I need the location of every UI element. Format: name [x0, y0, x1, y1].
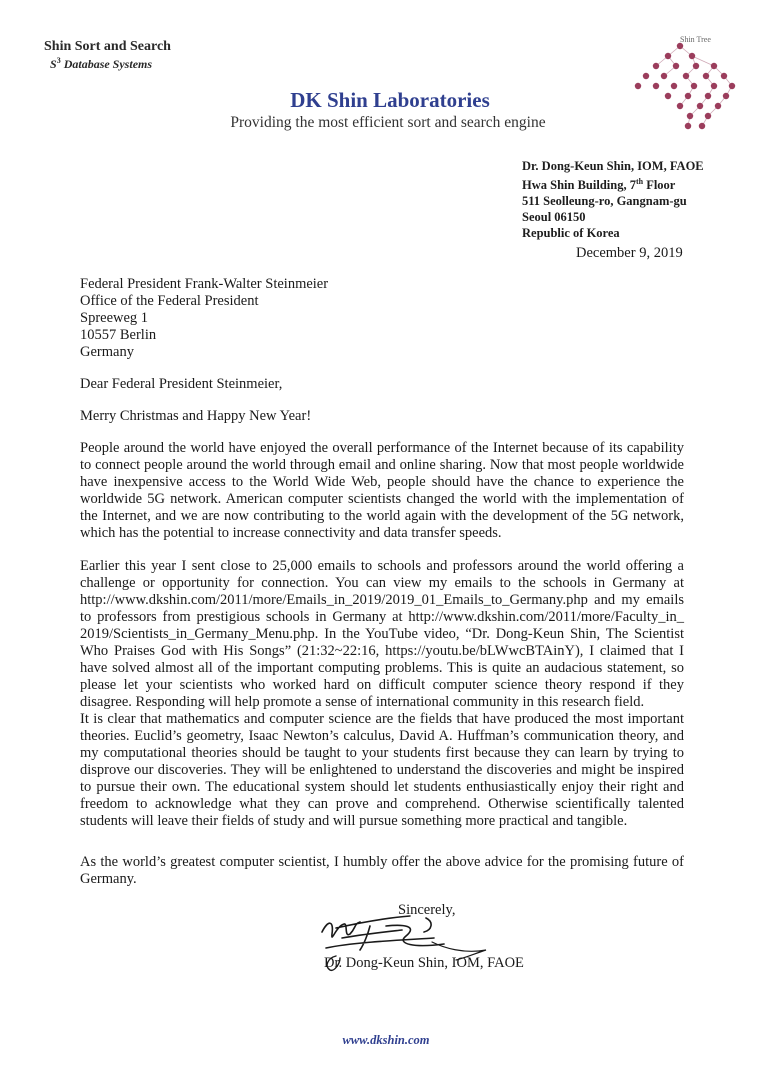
logo-node — [705, 93, 711, 99]
greeting: Merry Christmas and Happy New Year! — [80, 408, 312, 424]
recipient-line: Office of the Federal President — [80, 293, 259, 309]
paragraph-text: Earlier this year I sent close to 25,000 emails to schools and professors around the world offering a challenge or opportunity for connection. You can view my emails to the schools in Germany at http://www.dkshin.com/2011/more/Emails_in_2019/2019_01_Emails_to_Germany.php and my emails to professors from prestigious schools in Germany at http://www.dkshin.com/2011/more/Faculty_in_ 2019/Scientists_in_Germany_Menu.php. In the YouTube video, “Dr. Dong-Keun Shin, The Scientist Who Praises God with His Songs” (21:32~22:16, https://youtu.be/bLWwcBTAinY), I claimed that I have solved almost all of the important computing problems. This is quite an audacious statement, so please let your scientists who worked hard on difficult computer science theory respond if they disagree. Responding will help promote a sense of international community in this research field. — [80, 558, 684, 710]
recipient-line: Federal President Frank-Walter Steinmeier — [80, 276, 329, 292]
brand-sub-rest: Database Systems — [60, 57, 153, 71]
paragraph-text: People around the world have enjoyed the overall performance of the Internet because of its capability to connect people around the world through email and online sharing. Now that most people worldwide have inexpensive access to the World Wide Web, people should have the chance to experience the worldwide 5G network. American computer scientists changed the world with the implementation of the Internet, and we are now contributing to the world again with the development of the 5G network, which has the potential to increase connectivity and data transfer speeds. — [80, 440, 684, 541]
sender-building-suffix: Floor — [643, 178, 676, 193]
closing: Sincerely, — [398, 902, 456, 918]
logo-node — [689, 53, 695, 59]
body-paragraph-1 — [80, 440, 684, 542]
sender-name: Dr. Dong-Keun Shin, IOM, FAOE — [522, 159, 704, 173]
logo-node — [635, 83, 641, 89]
logo-node — [677, 103, 683, 109]
sender-country: Republic of Korea — [522, 226, 620, 241]
brand-name: Shin Sort and Search — [44, 39, 171, 54]
logo-node — [673, 63, 679, 69]
logo-node — [643, 73, 649, 79]
brand-sub-prefix: S — [50, 57, 57, 71]
logo-node — [683, 73, 689, 79]
org-title: DK Shin Laboratories — [290, 88, 490, 112]
signature-name: Dr. Dong-Keun Shin, IOM, FAOE — [324, 955, 524, 971]
logo-node — [661, 73, 667, 79]
logo-node — [687, 113, 693, 119]
sender-address — [522, 158, 704, 241]
sender-building-sup: th — [635, 177, 644, 186]
sender-building-prefix: Hwa Shin Building, 7 — [522, 178, 636, 193]
sender-building — [522, 174, 704, 193]
brand-sub-sup: 3 — [56, 56, 61, 65]
brand-subtitle — [44, 56, 171, 72]
logo-node — [699, 123, 705, 129]
salutation: Dear Federal President Steinmeier, — [80, 376, 283, 392]
letter-date: December 9, 2019 — [576, 245, 683, 261]
brand-block — [44, 39, 171, 72]
recipient-line: Germany — [80, 344, 134, 360]
org-tagline: Providing the most efficient sort and search engine — [230, 114, 546, 131]
recipient-line: 10557 Berlin — [80, 327, 157, 343]
logo-node — [723, 93, 729, 99]
body-paragraph-4 — [80, 854, 684, 888]
recipient-line: Spreeweg 1 — [80, 310, 149, 326]
sender-city: Seoul 06150 — [522, 210, 586, 225]
logo-node — [715, 103, 721, 109]
logo-node — [703, 73, 709, 79]
logo-node — [685, 93, 691, 99]
sender-street: 511 Seolleung-ro, Gangnam-gu — [522, 194, 687, 209]
logo-node — [665, 53, 671, 59]
logo-node — [711, 63, 717, 69]
logo-node — [691, 83, 697, 89]
shin-tree-logo-graphic — [628, 34, 740, 134]
body-paragraph-3 — [80, 711, 684, 830]
paragraph-text: It is clear that mathematics and computer science are the fields that have produced the most important theories. Euclid’s geometry, Isaac Newton’s calculus, David A. Huffman’s communication theory, and my computational theories should be taught to your students first because they can learn by trying to disprove our discoveries. They will be enlightened to understand the discoveries and might be inspired to pursue their own. The educational system should let students enthusiastically enjoy their right and freedom to acknowledge what they can prove and comprehend. Otherwise scientifically talented students will leave their fields of study and will pursue something more practical and tangible. — [80, 711, 684, 829]
logo-node — [671, 83, 677, 89]
footer-website-link[interactable]: www.dkshin.com — [342, 1033, 430, 1047]
logo-node — [653, 83, 659, 89]
logo-label: Shin Tree — [680, 35, 711, 44]
logo-node — [705, 113, 711, 119]
body-paragraph-2 — [80, 558, 684, 711]
logo-node — [685, 123, 691, 129]
logo-node — [711, 83, 717, 89]
logo-node — [665, 93, 671, 99]
logo-node — [693, 63, 699, 69]
logo-node — [697, 103, 703, 109]
paragraph-text: As the world’s greatest computer scientist, I humbly offer the above advice for the promising future of Germany. — [80, 854, 684, 887]
logo-node — [729, 83, 735, 89]
logo-node — [653, 63, 659, 69]
shin-tree-logo — [628, 34, 740, 134]
recipient-address — [80, 276, 328, 361]
logo-node — [721, 73, 727, 79]
